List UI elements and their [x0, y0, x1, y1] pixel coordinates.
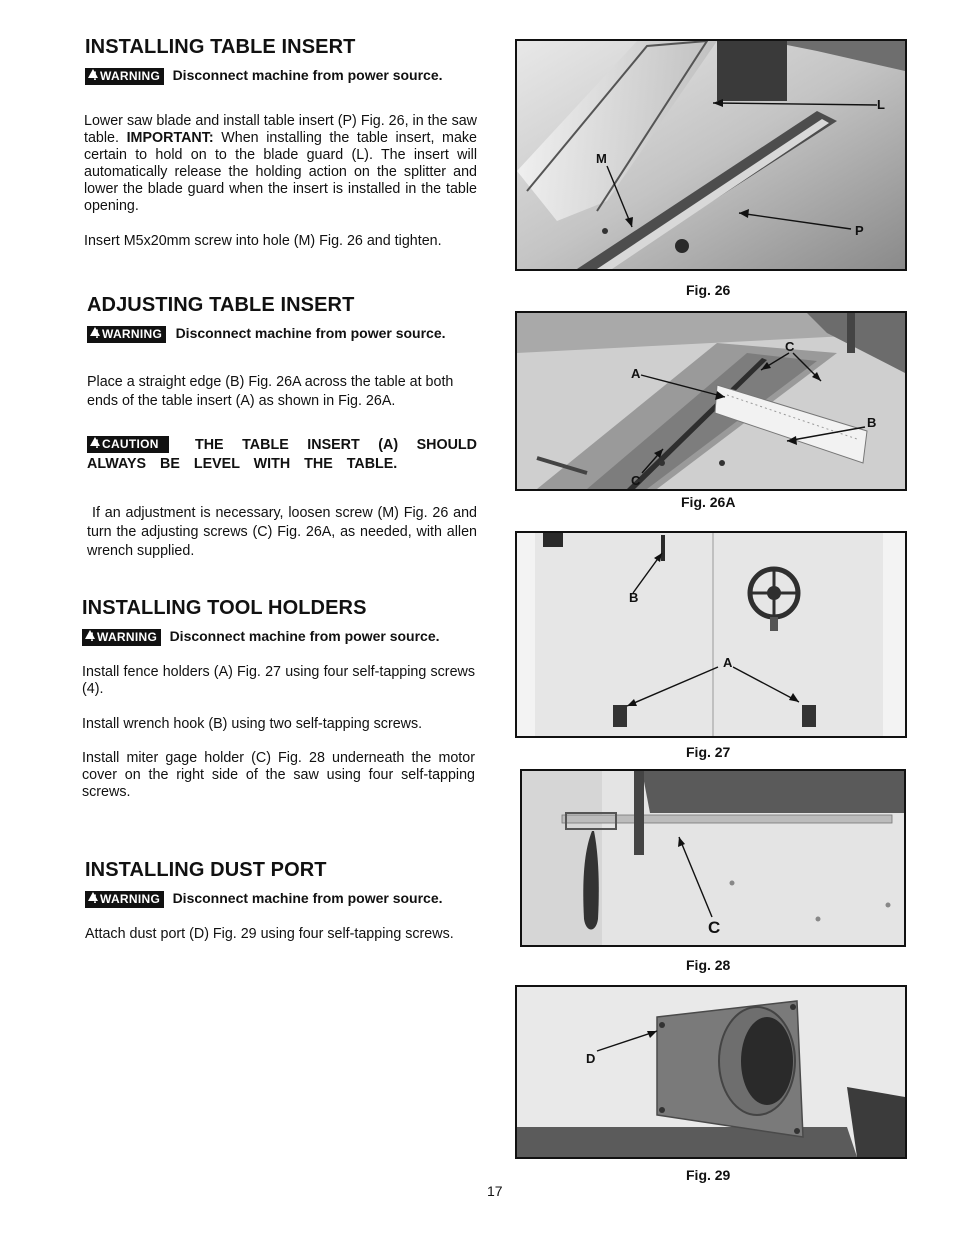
paragraph-dust-port: Attach dust port (D) Fig. 29 using four self-tapping screws.	[85, 926, 454, 942]
warning-icon	[88, 892, 98, 901]
figure-28-caption: Fig. 28	[686, 957, 731, 973]
figure-26a-caption: Fig. 26A	[681, 494, 736, 510]
figure-29-caption: Fig. 29	[686, 1167, 731, 1183]
paragraph-straight-edge: Place a straight edge (B) Fig. 26A across the table at both ends of the table insert (A) as shown in Fig. 26A.	[87, 374, 454, 409]
paragraph-miter-gage-holder: Install miter gage holder (C) Fig. 28 underneath the motor cover on the right side of the saw using four self-tapping screws.	[82, 750, 475, 800]
warning-icon	[88, 69, 98, 78]
warning-badge: !WARNING	[85, 68, 164, 85]
figure-26-caption: Fig. 26	[686, 282, 731, 298]
warning-row	[85, 890, 443, 908]
caution-icon	[90, 437, 100, 446]
warning-badge: !WARNING	[87, 326, 166, 343]
warning-icon	[85, 630, 95, 639]
warning-row	[82, 628, 440, 646]
figure-27-photo	[515, 531, 907, 738]
caution-badge: !CAUTION	[87, 436, 169, 453]
warning-badge: !WARNING	[82, 629, 161, 646]
callout-label-b: B	[867, 415, 877, 430]
callout-label-c: C	[708, 918, 721, 937]
callout-label-m: M	[596, 151, 607, 166]
paragraph-insert-screw: Insert M5x20mm screw into hole (M) Fig. 26 and tighten.	[84, 233, 442, 249]
callout-label-a: A	[723, 655, 733, 670]
paragraph-adjustment: If an adjustment is necessary, loosen screw (M) Fig. 26 and turn the adjusting screws (C) Fig. 26A, as needed, with allen wrench supplied.	[87, 505, 477, 559]
paragraph-wrench-hook: Install wrench hook (B) using two self-tapping screws.	[82, 716, 423, 732]
warning-badge: !WARNING	[85, 891, 164, 908]
caution-text: THE TABLE INSERT (A) SHOULD ALWAYS BE LEVEL WITH THE TABLE.	[87, 437, 477, 472]
figure-26-photo	[515, 39, 907, 271]
warning-row	[87, 325, 446, 343]
warning-text: Disconnect machine from power source.	[172, 890, 443, 906]
paragraph-fence-holders: Install fence holders (A) Fig. 27 using four self-tapping screws (4).	[82, 664, 475, 697]
section-title-installing-table-insert: INSTALLING TABLE INSERT	[85, 36, 356, 58]
warning-text: Disconnect machine from power source.	[175, 325, 446, 341]
warning-text: Disconnect machine from power source.	[172, 67, 443, 83]
callout-label-p: P	[855, 223, 864, 238]
page-number: 17	[487, 1183, 503, 1199]
callout-label-c-top: C	[785, 339, 795, 354]
callout-label-c-bottom: C	[631, 473, 641, 488]
callout-label-b: B	[629, 590, 639, 605]
warning-text: Disconnect machine from power source.	[169, 628, 440, 644]
callout-label-a: A	[631, 366, 641, 381]
callout-label-d: D	[586, 1051, 596, 1066]
figure-29-photo	[515, 985, 907, 1159]
warning-row	[85, 67, 443, 85]
warning-icon	[90, 327, 100, 336]
figure-27-caption: Fig. 27	[686, 744, 731, 760]
callout-label-l: L	[877, 97, 885, 112]
section-title-adjusting-table-insert: ADJUSTING TABLE INSERT	[87, 294, 355, 316]
paragraph-install-insert: Lower saw blade and install table insert (P) Fig. 26, in the saw table. IMPORTANT: When installing the table insert, make certain to hold on to the blade guard (L). The insert will automatically release the holding action on the splitter and lower the blade guard when the insert is installed in the table opening.	[84, 113, 477, 214]
caution-block	[87, 436, 477, 474]
figure-28-photo	[520, 769, 906, 947]
section-title-installing-dust-port: INSTALLING DUST PORT	[85, 859, 327, 881]
important-label: IMPORTANT:	[126, 130, 214, 146]
section-title-installing-tool-holders: INSTALLING TOOL HOLDERS	[82, 597, 367, 619]
figure-26a-photo	[515, 311, 907, 491]
